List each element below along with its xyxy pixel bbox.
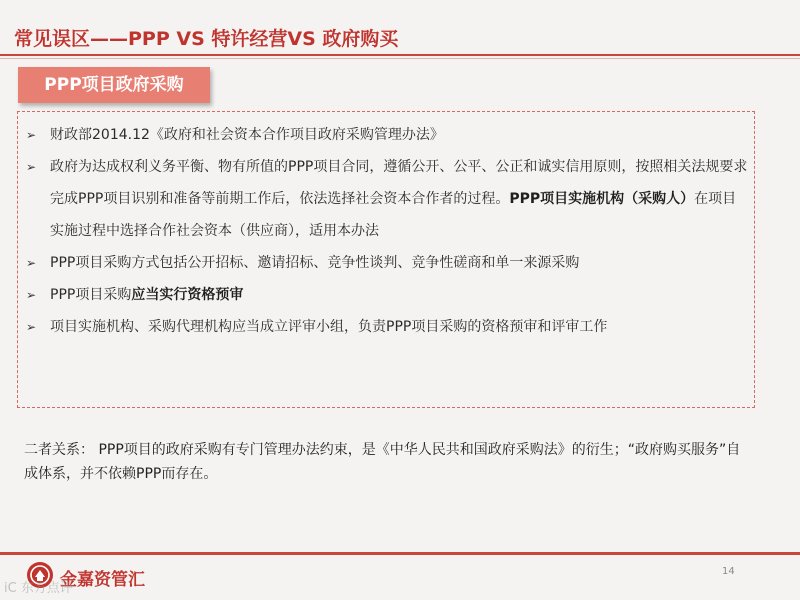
bullet-text: 项目实施机构、采购代理机构应当成立评审小组，负责PPP项目采购的资格预审和评审工作 [50, 319, 608, 335]
bullet-text: PPP项目采购方式包括公开招标、邀请招标、竞争性谈判、竞争性磋商和单一来源采购 [50, 255, 580, 271]
arrow-bullet-icon: ➢ [26, 256, 37, 270]
bullet-item [24, 151, 750, 247]
arrow-bullet-icon: ➢ [26, 128, 37, 142]
bullet-bold-text: 应当实行资格预审 [131, 287, 244, 303]
bullet-item [24, 119, 750, 151]
bullet-text: 在项目实施过程中选择合作社会资本（供应商），适用本办法 [50, 191, 737, 239]
bullet-bold-text: PPP项目实施机构（采购人） [509, 191, 695, 207]
arrow-bullet-icon: ➢ [26, 320, 37, 334]
title-divider-thin [0, 58, 800, 59]
bullet-text: PPP项目采购 [50, 287, 132, 303]
bullet-list [24, 119, 750, 343]
page-title: 常见误区——PPP VS 特许经营VS 政府购买 [14, 28, 399, 50]
page-number: 14 [722, 566, 735, 577]
bullet-text: 政府为达成权利义务平衡、物有所值的PPP项目合同，遵循公开、公平、公正和诚实信用原则，按照相关法规要求完成PPP项目识别和准备等前期工作后，依法选择社会资本合作者的过程。 [50, 159, 748, 207]
watermark-text: iC 东方点评 [4, 581, 73, 596]
brand-name: 金嘉资管汇 [60, 570, 145, 590]
relation-paragraph: 二者关系： PPP项目的政府采购有专门管理办法约束，是《中华人民共和国政府采购法》的衍生；“政府购买服务”自成体系，并不依赖PPP而存在。 [24, 442, 741, 482]
bullet-item [24, 247, 750, 279]
arrow-bullet-icon: ➢ [26, 288, 37, 302]
bullet-item [24, 279, 750, 311]
bullet-item [24, 311, 750, 343]
title-divider [0, 54, 800, 56]
arrow-bullet-icon: ➢ [26, 160, 37, 174]
footer-divider [0, 552, 800, 555]
bullet-text: 财政部2014.12《政府和社会资本合作项目政府采购管理办法》 [50, 127, 444, 143]
section-tab: PPP项目政府采购 [18, 67, 210, 103]
